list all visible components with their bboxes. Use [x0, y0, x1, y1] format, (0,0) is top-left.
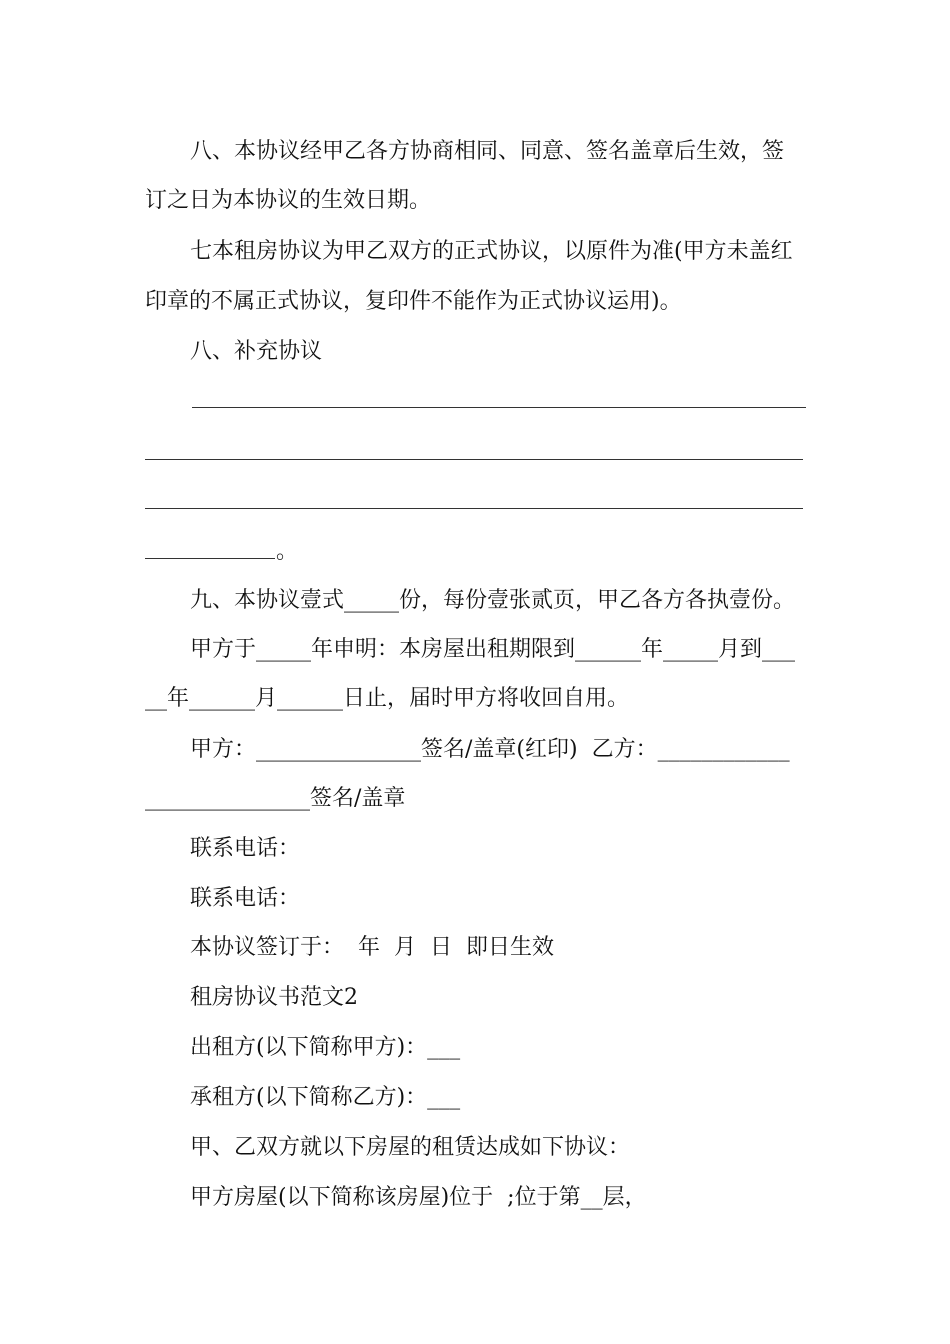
signature-line: _______________签名/盖章: [145, 786, 406, 811]
blank-line: [145, 558, 275, 559]
blank-line: [145, 508, 803, 509]
contact-phone-label: 联系电话：: [190, 886, 301, 911]
paragraph-line: 甲方于_____年申明：本房屋出租期限到______年_____月到___: [190, 637, 796, 662]
paragraph-line: 订之日为本协议的生效日期。: [145, 188, 432, 213]
section-title: 租房协议书范文2: [190, 985, 358, 1010]
paragraph-line: 甲、乙双方就以下房屋的租赁达成如下协议：: [190, 1135, 631, 1160]
paragraph-line: 八、本协议经甲乙各方协商相同、同意、签名盖章后生效，签: [190, 139, 785, 164]
contact-phone-label: 联系电话：: [190, 836, 301, 861]
paragraph-line: 印章的不属正式协议，复印件不能作为正式协议运用)。: [145, 289, 682, 314]
section-heading: 八、补充协议: [190, 339, 323, 364]
signature-line: 甲方：_______________签名/盖章(红印) 乙方：____________: [190, 737, 790, 762]
paragraph-line: 七本租房协议为甲乙双方的正式协议，以原件为准(甲方未盖红: [190, 239, 793, 264]
paragraph-line: 九、本协议壹式_____份，每份壹张贰页，甲乙各方各执壹份。: [190, 588, 796, 613]
paragraph-line: 承租方(以下简称乙方)：___: [190, 1085, 461, 1110]
signing-date-line: 本协议签订于： 年 月 日 即日生效: [190, 935, 554, 960]
paragraph-line: 出租方(以下简称甲方)：___: [190, 1035, 461, 1060]
blank-line: [192, 407, 806, 408]
paragraph-line: 。: [276, 539, 299, 564]
paragraph-line: __年______月______日止，届时甲方将收回自用。: [145, 686, 630, 711]
blank-line: [145, 459, 803, 460]
paragraph-line: 甲方房屋(以下简称该房屋)位于 ;位于第__层，: [190, 1185, 647, 1210]
